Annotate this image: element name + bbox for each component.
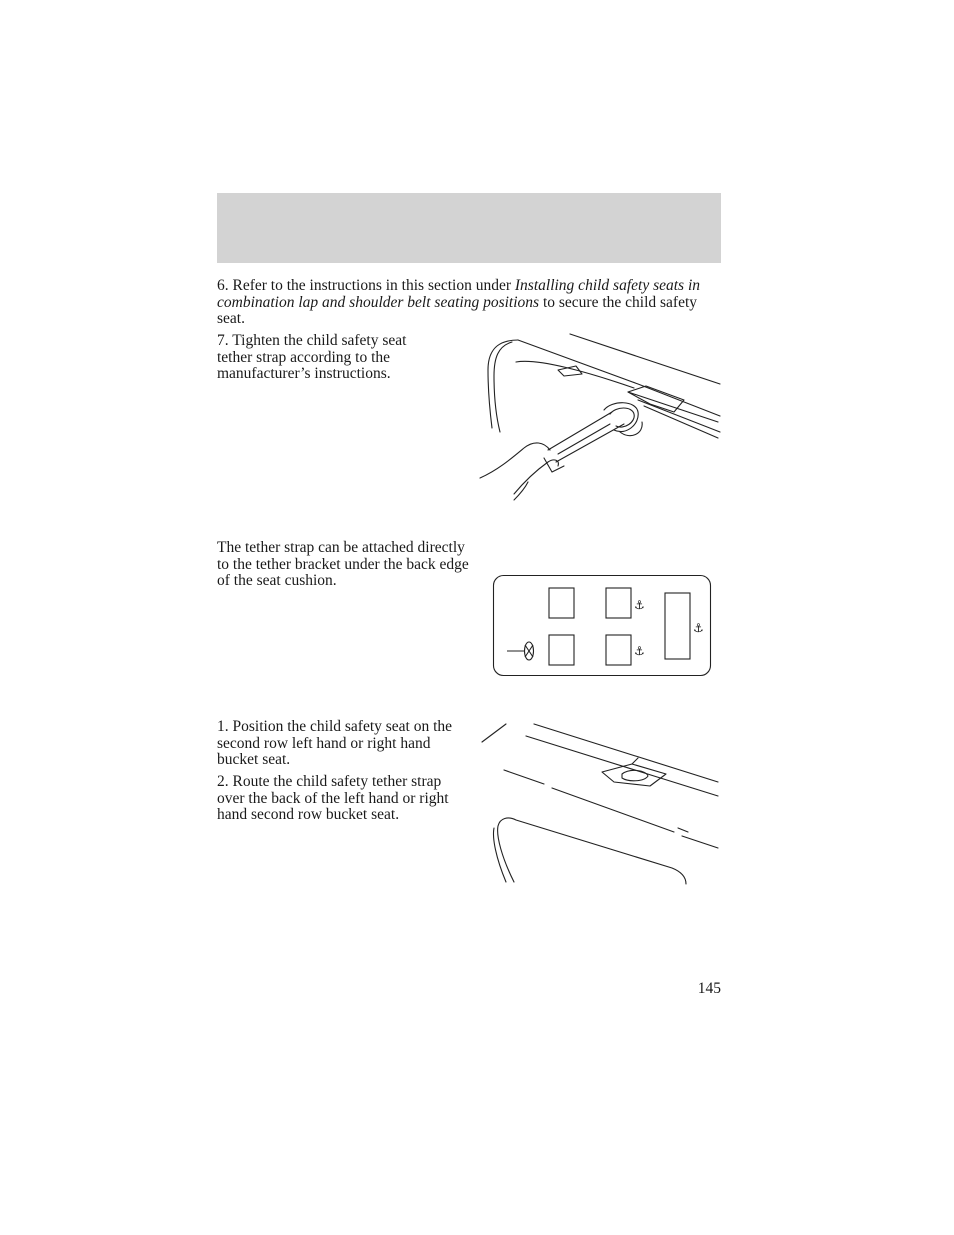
- anchor-icon: ⚓: [634, 598, 645, 612]
- header-band: [217, 193, 721, 263]
- step-7-text: 7. Tighten the child safety seat tether strap according to the manufacturer’s instructions.: [217, 332, 407, 383]
- seating-position-diagram: [492, 574, 713, 678]
- seat-front-left: [549, 588, 574, 618]
- step-1-text: 1. Position the child safety seat on the second row left hand or right hand bucket seat.: [217, 718, 453, 769]
- tether-note-text: The tether strap can be attached directly to the tether bracket under the back edge of the seat cushion.: [217, 539, 469, 590]
- step-6-text: [217, 278, 721, 328]
- page-number: 145: [697, 980, 721, 997]
- step-6-prefix: 6. Refer to the instructions in this section under: [217, 277, 515, 294]
- seat-second-row-left: [549, 635, 574, 665]
- step-2-text: 2. Route the child safety tether strap over the back of the left hand or right hand second row bucket seat.: [217, 773, 449, 824]
- seat-third-row: [665, 593, 690, 659]
- vehicle-outline: [494, 576, 711, 676]
- tether-bracket-illustration: [478, 718, 723, 888]
- step-6-emphasis: Installing child safety seats in combination lap and shoulder belt seating positions: [217, 277, 701, 311]
- tether-strap-illustration: [478, 332, 723, 504]
- seat-second-row-right: [606, 635, 631, 665]
- step-6-suffix: to secure the child safety seat.: [217, 293, 698, 328]
- anchor-icon: ⚓: [693, 621, 704, 635]
- seat-front-right: [606, 588, 631, 618]
- anchor-icon: ⚓: [634, 644, 645, 658]
